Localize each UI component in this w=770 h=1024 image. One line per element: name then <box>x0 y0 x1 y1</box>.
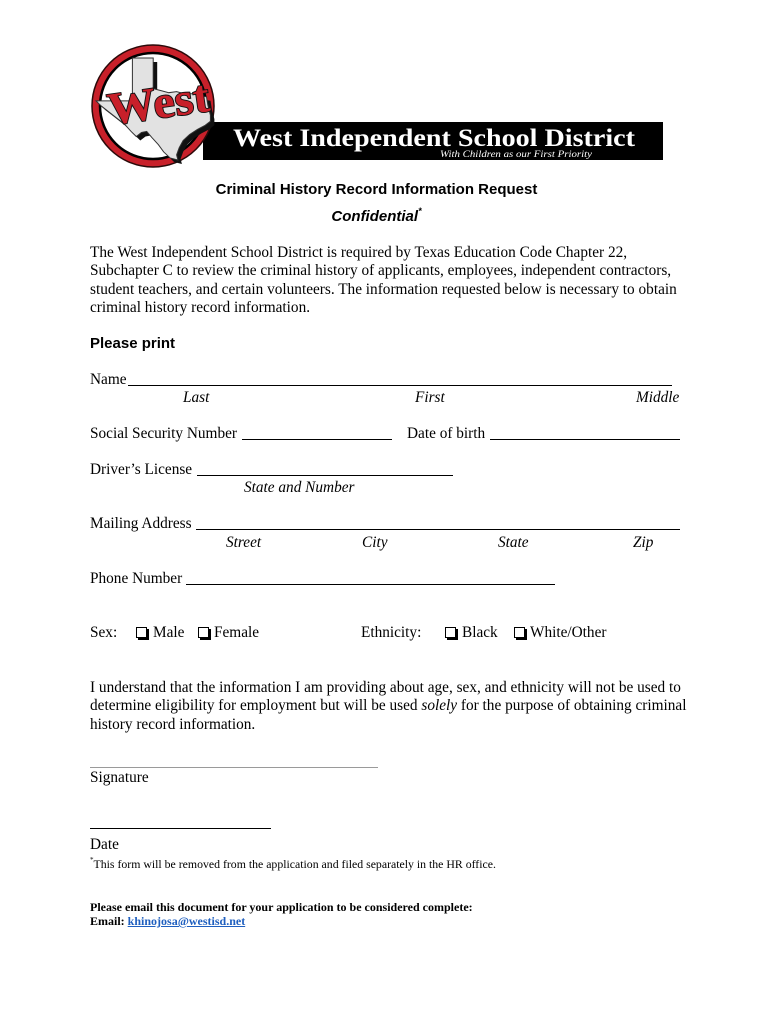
intro-line: Subchapter C to review the criminal history of applicants, employees, independent contractors, <box>90 262 672 280</box>
phone-label: Phone Number <box>90 570 183 587</box>
footnote-text: This form will be removed from the application and filed separately in the HR office. <box>93 857 496 871</box>
district-logo <box>0 0 770 175</box>
sex-male-checkbox[interactable] <box>136 627 147 638</box>
intro-line: criminal history record information. <box>90 299 311 317</box>
name-label: Name <box>90 371 127 388</box>
drivers-license-caption: State and Number <box>244 479 355 496</box>
ethnicity-label: Ethnicity: <box>361 624 422 641</box>
ethnicity-white-other-checkbox[interactable] <box>514 627 525 638</box>
footnote-mark: * <box>90 856 94 864</box>
date-field[interactable] <box>90 828 271 829</box>
name-last-caption: Last <box>183 389 210 406</box>
drivers-license-label: Driver’s License <box>90 461 193 478</box>
acknowledgement-line: history record information. <box>90 715 256 733</box>
footnote-marker: * <box>418 206 422 216</box>
ethnicity-black-checkbox[interactable] <box>445 627 456 638</box>
acknowledgement-line <box>90 697 686 715</box>
date-label: Date <box>90 836 119 853</box>
address-zip-caption: Zip <box>633 534 654 551</box>
name-field[interactable] <box>128 385 672 386</box>
sex-female-checkbox[interactable] <box>198 627 209 638</box>
name-middle-caption: Middle <box>636 389 680 406</box>
intro-paragraph <box>90 244 677 318</box>
district-tagline: With Children as our First Priority <box>440 150 593 160</box>
acknowledgement-text: determine eligibility for employment but will be used <box>90 697 418 715</box>
address-street-caption: Street <box>226 534 262 551</box>
signature-label: Signature <box>90 769 149 786</box>
acknowledgement-text: for the purpose of obtaining criminal <box>460 697 687 715</box>
acknowledgement-line: I understand that the information I am providing about age, sex, and ethnicity will not be used to <box>90 679 681 696</box>
ssn-label: Social Security Number <box>90 425 237 442</box>
district-name: West Independent School District <box>233 125 636 152</box>
ethnicity-white-other-label: White/Other <box>530 624 607 641</box>
acknowledgement-paragraph <box>90 679 686 734</box>
sex-female-label: Female <box>214 624 260 641</box>
email-link[interactable]: khinojosa@westisd.net <box>127 914 246 928</box>
ethnicity-black-label: Black <box>462 624 498 641</box>
confidential-label: Confidential <box>331 208 419 225</box>
acknowledgement-emphasis: solely <box>421 697 458 715</box>
submission-email-line <box>90 914 245 928</box>
intro-line: student teachers, and certain volunteers. The information requested below is necessary to obtain <box>90 280 677 298</box>
mailing-address-field[interactable] <box>196 529 680 530</box>
dob-label: Date of birth <box>407 425 486 442</box>
signature-field[interactable] <box>90 767 378 768</box>
mailing-address-label: Mailing Address <box>90 515 192 532</box>
section-heading: Please print <box>90 335 176 352</box>
sex-label: Sex: <box>90 624 118 641</box>
dob-field[interactable] <box>490 439 680 440</box>
logo-emblem <box>92 45 214 167</box>
phone-field[interactable] <box>186 584 555 585</box>
email-label: Email: <box>90 914 125 928</box>
drivers-license-field[interactable] <box>197 475 453 476</box>
footnote <box>90 857 496 871</box>
name-first-caption: First <box>415 389 445 406</box>
sex-male-label: Male <box>153 624 185 641</box>
emblem-text: West <box>104 70 208 135</box>
address-state-caption: State <box>498 534 529 551</box>
intro-line: The West Independent School District is required by Texas Education Code Chapter 22, <box>90 244 628 261</box>
form-title: Criminal History Record Information Request <box>215 181 538 198</box>
form-subtitle <box>0 208 753 226</box>
ssn-field[interactable] <box>242 439 392 440</box>
submission-instruction: Please email this document for your application to be considered complete: <box>90 900 473 914</box>
address-city-caption: City <box>362 534 388 551</box>
